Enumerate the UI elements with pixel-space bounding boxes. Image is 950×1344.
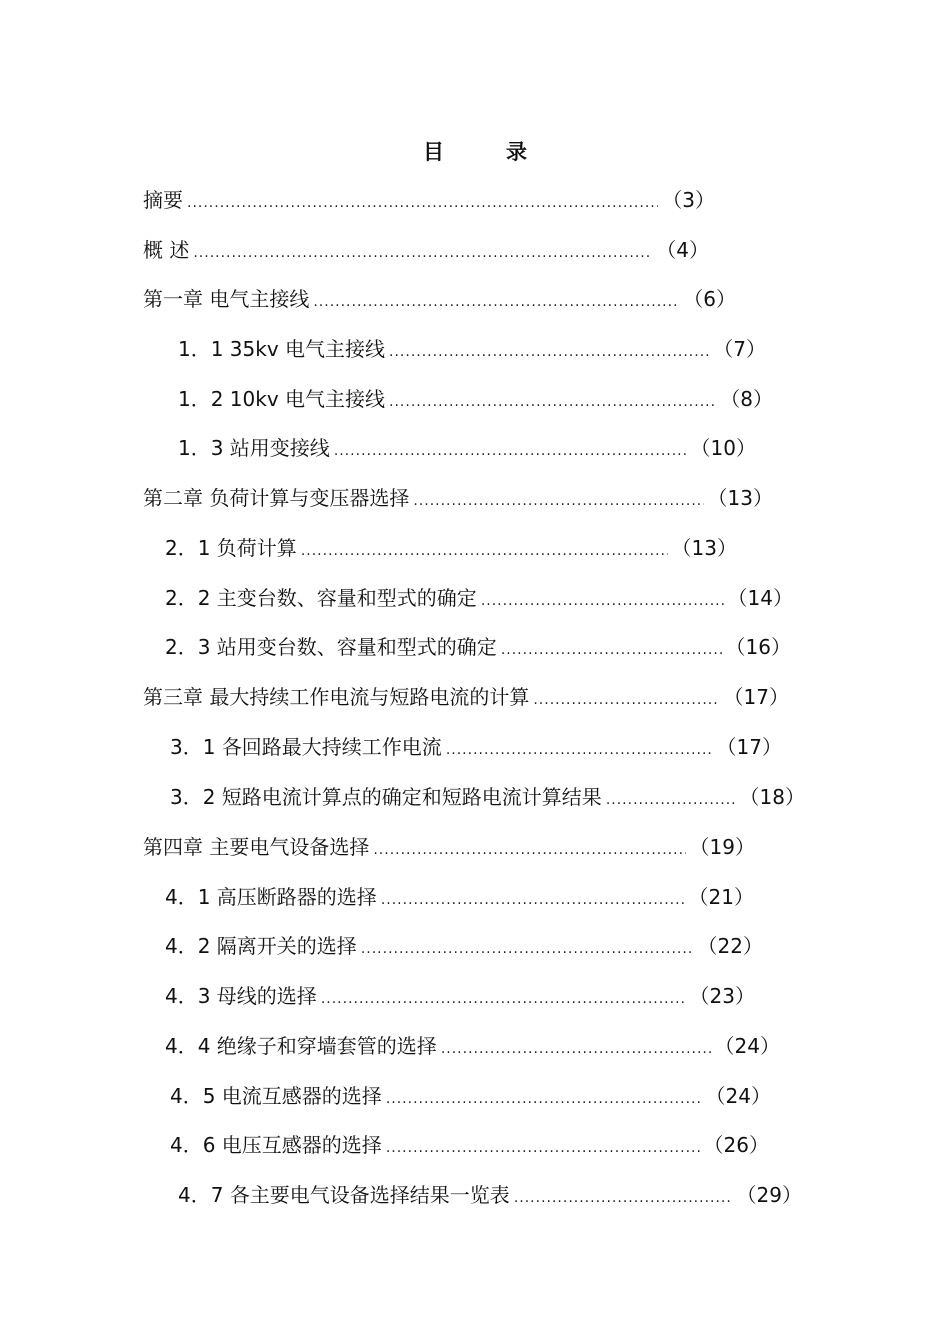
toc-entry (165, 882, 754, 912)
toc-entry (143, 235, 709, 265)
toc-entry (165, 583, 793, 613)
toc-entry (143, 832, 755, 862)
toc-entry-page: （17） (723, 685, 789, 709)
toc-entry-label: 4．2 隔离开关的选择 (165, 934, 357, 958)
toc-entry-page: （23） (689, 984, 755, 1008)
toc-entry-label: 4．3 母线的选择 (165, 984, 317, 1008)
toc-entry (170, 1130, 769, 1160)
toc-entry-page: （24） (714, 1034, 780, 1058)
toc-entry-page: （13） (671, 536, 737, 560)
toc-entry-page: （6） (683, 287, 736, 311)
toc-entry-label: 2．1 负荷计算 (165, 536, 297, 560)
toc-entry (178, 384, 773, 414)
toc-entry (178, 433, 756, 463)
toc-entry-page: （21） (688, 885, 754, 909)
toc-entry-page: （18） (739, 785, 805, 809)
toc-entry-page: （4） (656, 238, 709, 262)
toc-entry-label: 4．7 各主要电气设备选择结果一览表 (178, 1183, 510, 1207)
toc-entry-page: （3） (662, 188, 715, 212)
toc-entry-label: 3．2 短路电流计算点的确定和短路电流计算结果 (170, 785, 602, 809)
toc-entry-page: （26） (703, 1133, 769, 1157)
toc-entry (170, 732, 782, 762)
toc-entry-page: （19） (689, 835, 755, 859)
toc-entry-label: 4．5 电流互感器的选择 (170, 1084, 382, 1108)
toc-entry-page: （24） (705, 1084, 771, 1108)
toc-entry (165, 632, 791, 662)
toc-entry (178, 334, 766, 364)
toc-entry-label: 第三章 最大持续工作电流与短路电流的计算 (143, 685, 530, 709)
toc-entry (165, 1031, 780, 1061)
toc-entry (178, 1180, 802, 1210)
toc-entry-label: 第一章 电气主接线 (143, 287, 310, 311)
toc-entry-label: 2．3 站用变台数、容量和型式的确定 (165, 635, 497, 659)
toc-entry-label: 摘要 (143, 188, 183, 212)
toc-entry-page: （14） (727, 586, 793, 610)
toc-entry-label: 4．6 电压互感器的选择 (170, 1133, 382, 1157)
toc-entry-label: 第二章 负荷计算与变压器选择 (143, 486, 410, 510)
toc-entry-label: 4．4 绝缘子和穿墙套管的选择 (165, 1034, 437, 1058)
toc-entry-label: 2．2 主变台数、容量和型式的确定 (165, 586, 477, 610)
toc-entry-page: （7） (713, 337, 766, 361)
toc-entry-page: （13） (707, 486, 773, 510)
toc-entry (170, 782, 805, 812)
toc-entry (143, 185, 715, 215)
toc-entry (165, 931, 763, 961)
toc-entry (170, 1081, 771, 1111)
toc-title (0, 136, 950, 166)
toc-entry (143, 284, 736, 314)
toc-entry-label: 概 述 (143, 238, 190, 262)
toc-entry (165, 533, 737, 563)
toc-entry-page: （10） (690, 436, 756, 460)
toc-title-right: 录 (506, 140, 527, 164)
toc-entry-page: （8） (720, 387, 773, 411)
toc-entry-page: （29） (736, 1183, 802, 1207)
toc-entry-label: 4．1 高压断路器的选择 (165, 885, 377, 909)
toc-entry-page: （17） (716, 735, 782, 759)
toc-entry-label: 1．3 站用变接线 (178, 436, 330, 460)
toc-entry-label: 3．1 各回路最大持续工作电流 (170, 735, 442, 759)
toc-entry-label: 1．2 10kv 电气主接线 (178, 387, 386, 411)
toc-title-left: 目 (423, 140, 444, 164)
toc-entry-label: 第四章 主要电气设备选择 (143, 835, 370, 859)
toc-entry-page: （22） (697, 934, 763, 958)
toc-entry-label: 1．1 35kv 电气主接线 (178, 337, 386, 361)
toc-entry (143, 483, 773, 513)
toc-entry-page: （16） (725, 635, 791, 659)
toc-entry (165, 981, 755, 1011)
toc-entry (143, 682, 789, 712)
